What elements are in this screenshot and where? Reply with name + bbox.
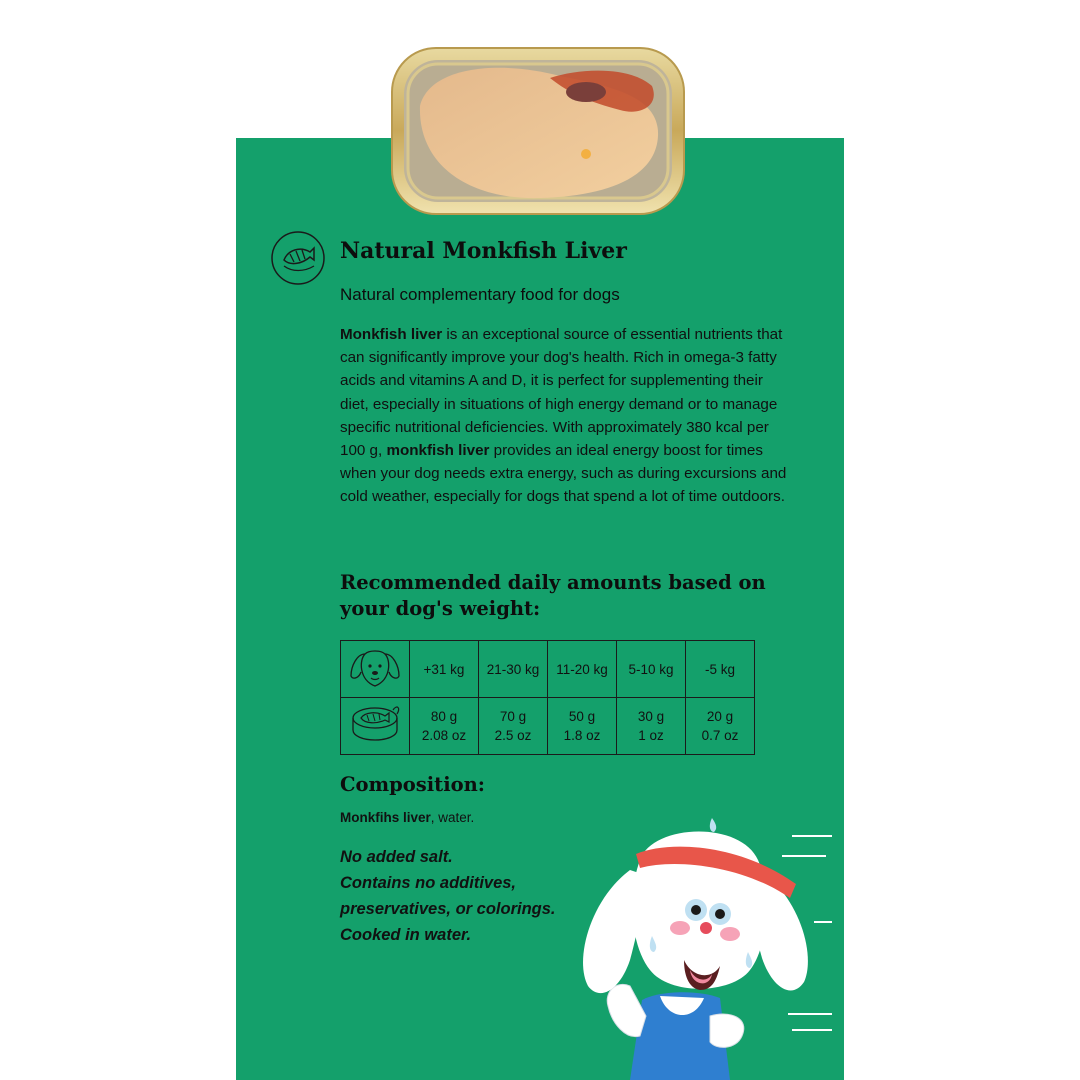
weight-cell: 5-10 kg (617, 641, 686, 698)
weight-cell: 21-30 kg (479, 641, 548, 698)
description-text-2: provides an ideal energy boost for times when your dog needs extra energy, such as during excursions and cold weather, especially for dogs that spend a lot of time outdoors. (340, 442, 787, 506)
grams-value: 80 g (430, 709, 458, 724)
product-title: Natural Monkfish Liver (340, 238, 627, 264)
grams-value: 70 g (499, 709, 527, 724)
amount-cell (617, 698, 686, 755)
ounces-value: 2.5 oz (494, 728, 532, 743)
note-line: No added salt. (340, 848, 453, 866)
ounces-value: 1.8 oz (563, 728, 601, 743)
amount-cell (686, 698, 755, 755)
daily-amounts-table (340, 640, 755, 755)
amounts-heading: Recommended daily amounts based on your dog's weight: (340, 571, 766, 620)
amount-cell (410, 698, 479, 755)
weight-cell: 11-20 kg (548, 641, 617, 698)
composition-ingredient: Monkfihs liver (340, 810, 431, 825)
ounces-value: 2.08 oz (421, 728, 467, 743)
tin-icon-cell (341, 698, 410, 755)
dog-icon-cell (341, 641, 410, 698)
dog-mascot-illustration (560, 810, 844, 1080)
table-row-weight (341, 641, 755, 698)
fish-icon (270, 230, 326, 286)
description-text-1: is an exceptional source of essential nutrients that can significantly improve your dog's health. Rich in omega-3 fatty acids and vitamins A and D, it is perfect for supplementing their diet, especially in situations of high energy demand or to manage specific nutritional deficiencies. With approximately 380 kcal per 100 g, (340, 326, 783, 460)
composition-text (340, 810, 474, 825)
amount-cell (548, 698, 617, 755)
product-description (340, 323, 790, 509)
amount-cell (479, 698, 548, 755)
note-line: Contains no additives, (340, 874, 517, 892)
ounces-value: 0.7 oz (701, 728, 739, 743)
monkfish-liver-tin-image (390, 46, 686, 216)
grams-value: 30 g (637, 709, 665, 724)
product-subtitle: Natural complementary food for dogs (340, 285, 620, 304)
weight-cell: +31 kg (410, 641, 479, 698)
note-line: Cooked in water. (340, 926, 472, 944)
composition-heading: Composition: (340, 773, 485, 796)
table-row-amount (341, 698, 755, 755)
description-bold-1: Monkfish liver (340, 326, 443, 343)
grams-value: 20 g (706, 709, 734, 724)
grams-value: 50 g (568, 709, 596, 724)
composition-rest: , water. (430, 810, 475, 825)
fish-tin-icon (347, 702, 403, 746)
ounces-value: 1 oz (638, 728, 664, 743)
dog-face-icon (347, 646, 403, 690)
description-bold-2: monkfish liver (386, 442, 490, 460)
product-notes (340, 844, 556, 948)
weight-cell: -5 kg (686, 641, 755, 698)
note-line: preservatives, or colorings. (340, 900, 556, 918)
